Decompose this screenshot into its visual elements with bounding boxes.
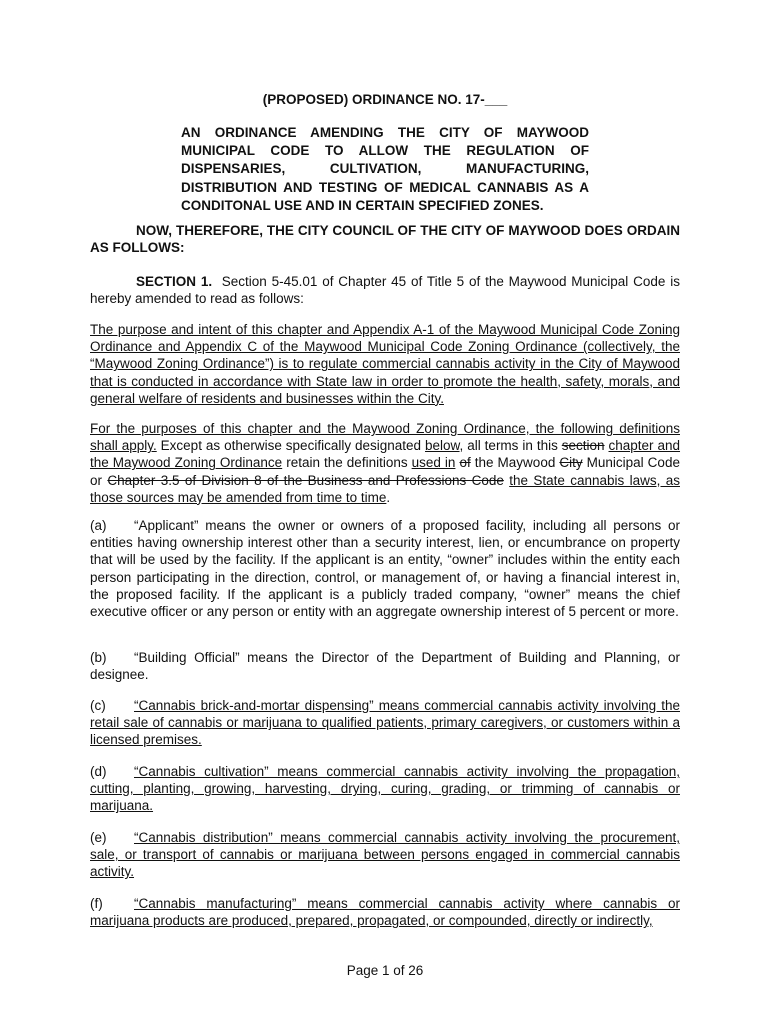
section-1-paragraph bbox=[90, 273, 680, 307]
definition-label: (a) bbox=[90, 518, 107, 533]
definition-text: “Building Official” means the Director of the Department of Building and Planning, or designee. bbox=[90, 650, 680, 683]
page-number: Page 1 of 26 bbox=[346, 963, 424, 978]
intro-part: , all terms in this bbox=[459, 438, 562, 454]
intro-part: Except as otherwise specifically designated bbox=[156, 438, 426, 454]
ordain-clause: NOW, THEREFORE, THE CITY COUNCIL OF THE CITY OF MAYWOOD DOES ORDAIN AS FOLLOWS: bbox=[90, 223, 680, 256]
intro-deletion: section bbox=[561, 438, 605, 454]
section-1-text: Section 5-45.01 of Chapter 45 of Title 5 of the Maywood Municipal Code is hereby amended to read as follows: bbox=[90, 274, 680, 307]
intro-insertion: chapter and the Maywood Zoning Ordinance bbox=[90, 438, 681, 471]
definition-text: “Applicant” means the owner or owners of a proposed facility, including all persons or entities having ownership interest other than a security interest, lien, or encumbrance on property that will be used by the facility. If the applicant is an entity, “owner” includes within the entity each person participating in the direction, control, or management of, or having a financial interest in, the proposed facility. If the applicant is a publicly traded company, “owner” means the chief executive officer or any person or entity with an aggregate ownership interest of 5 percent or more. bbox=[90, 518, 680, 620]
ordinance-title: (PROPOSED) ORDINANCE NO. 17-___ bbox=[262, 92, 508, 107]
purpose-paragraph: The purpose and intent of this chapter and Appendix A-1 of the Maywood Municipal Code Zoning Ordinance and Appendix C of the Maywood Municipal Code Zoning Ordinance (collectively, the “Maywood Zoning Ordinance”) is to regulate commercial cannabis activity in the City of Maywood that is conducted in accordance with State law in order to promote the health, safety, morals, and general welfare of residents and businesses within the City. bbox=[90, 322, 680, 406]
definition-item-d bbox=[90, 763, 680, 815]
intro-deletion: City bbox=[559, 455, 583, 471]
definition-label: (f) bbox=[90, 896, 103, 911]
definition-text: “Cannabis distribution” means commercial cannabis activity involving the procurement, sale, or transport of cannabis or marijuana between persons engaged in commercial cannabis activity. bbox=[90, 830, 680, 880]
definition-item-f bbox=[90, 895, 680, 929]
intro-insertion: used in bbox=[411, 455, 456, 471]
definitions-intro bbox=[90, 420, 680, 506]
intro-part: the Maywood bbox=[470, 455, 560, 471]
intro-deletion: Chapter 3.5 of Division 8 of the Business and Professions Code bbox=[107, 472, 504, 488]
definition-text: “Cannabis brick-and-mortar dispensing” means commercial cannabis activity involving the retail sale of cannabis or marijuana to qualified patients, primary caregivers, or customers within a licensed premises. bbox=[90, 698, 680, 748]
definition-label: (b) bbox=[90, 650, 107, 665]
intro-part: . bbox=[386, 489, 391, 505]
definition-label: (e) bbox=[90, 830, 107, 845]
intro-insertion: the State cannabis laws, as those sources may be amended from time to time bbox=[90, 472, 680, 505]
intro-part: For the purposes of this chapter and the Maywood Zoning Ordinance, the following definitions shall apply. bbox=[90, 421, 680, 454]
definition-text: “Cannabis cultivation” means commercial cannabis activity involving the propagation, cutting, planting, growing, harvesting, drying, curing, grading, or trimming of cannabis or marijuana. bbox=[90, 764, 680, 814]
intro-part: Municipal Code or bbox=[90, 455, 680, 488]
definition-label: (c) bbox=[90, 698, 106, 713]
definition-text: “Cannabis manufacturing” means commercial cannabis activity where cannabis or marijuana products are produced, prepared, propagated, or compounded, directly or indirectly, bbox=[90, 896, 680, 929]
definition-label: (d) bbox=[90, 764, 107, 779]
section-1-label: SECTION 1. bbox=[136, 274, 213, 289]
definition-item-b bbox=[90, 649, 680, 683]
intro-deletion: of bbox=[459, 455, 471, 471]
intro-insertion: below bbox=[425, 438, 460, 454]
ordinance-caption: AN ORDINANCE AMENDING THE CITY OF MAYWOOD MUNICIPAL CODE TO ALLOW THE REGULATION OF DISPENSARIES, CULTIVATION, MANUFACTURING, DISTRIBUTION AND TESTING OF MEDICAL CANNABIS AS A CONDITONAL USE AND IN CERTAIN SPECIFIED ZONES. bbox=[181, 125, 589, 213]
definition-item-c bbox=[90, 697, 680, 749]
definition-item-a bbox=[90, 517, 680, 620]
definition-item-e bbox=[90, 829, 680, 881]
intro-part: retain the definitions bbox=[282, 455, 412, 471]
